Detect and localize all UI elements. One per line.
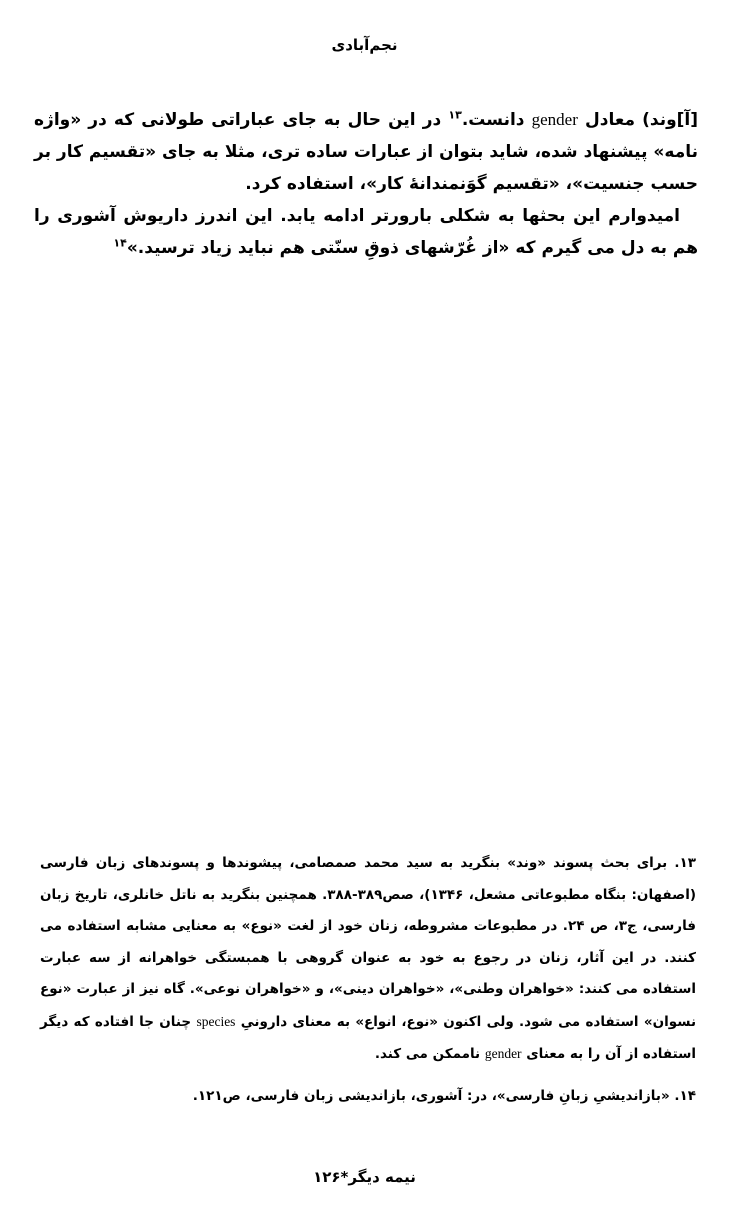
footnote-13-text-1: برای بحث پسوند «وند» بنگرید به سید محمد صمصامی، پیشوندها و پسوندهای زبان فارسی (اصفهان: بنگاه مطبوعاتی مشعل، ۱۳۴۶)، صص۳۸۹-۳۸۸. همچنین بنگرید به ناتل خانلری، تاریخ زبان فارسی، ج۳، ص ۲۴. در مطبوعات مشروطه، زنان خود از لغت «نوع» به معنایی مشابه استفاده می کنند. در این آثار، زنان در رجوع به خود به عنوان گروهی با همبستگی خواهرانه از سه عبارت استفاده می کنند: «خواهران وطنی»، «خواهران دینی»، و «خواهران نوعی». گاه نیز از عبارت «نوع نسوان» استفاده می شود. ولی اکنون «نوع، انواع» به معنای دارونیِ [40,855,697,1030]
footnote-13 [40,848,696,1071]
footnote-ref-13[interactable]: ۱۳ [448,108,462,122]
footnote-13-text-2: چنان جا افتاده که دیگر استفاده از آن را به معنای [40,1013,696,1062]
page-folio: نیمه دیگر*۱۲۶ [313,1168,416,1186]
running-head: نجم‌آبادی [331,36,398,54]
term-gender: gender [531,110,578,129]
footnote-13-text-3: ناممکن می کند. [374,1046,481,1062]
footnote-ref-14[interactable]: ۱۴ [113,236,127,250]
p1-part3: در این حال به جای عباراتی طولانی که در «واژه نامه» پیشنهاد شده، شاید بتوان از عبارات ساده تری، مثلا به جای «تقسیم کار بر حسب جنسیت»، «تقسیم گوَنمندانهٔ کار»، استفاده کرد. [34,110,698,194]
footnote-14-number: ۱۴. [674,1087,696,1104]
paragraph-1 [34,104,698,200]
p1-part1: [آ]وند) معادل [585,110,699,130]
p1-part2: دانست. [461,110,525,130]
footnote-13-number: ۱۳. [674,855,696,871]
main-text [34,104,698,264]
footnote-14 [40,1081,696,1113]
footnote-14-text: «بازاندیشیِ زبانِ فارسی»، در: آشوری، بازاندیشی زبان فارسی، ص۱۲۱. [192,1087,670,1104]
footnotes-section [40,848,696,1112]
term-species: species [196,1013,236,1029]
term-gender-footnote: gender [484,1046,522,1061]
paragraph-2 [34,200,698,264]
p2-text: امیدوارم این بحثها به شکلی بارورتر ادامه یابد. این اندرز داریوش آشوری را هم به دل می گیرم که «از غُرّشهای ذوقِ سنّتی هم نباید زیاد ترسید.» [34,206,698,258]
